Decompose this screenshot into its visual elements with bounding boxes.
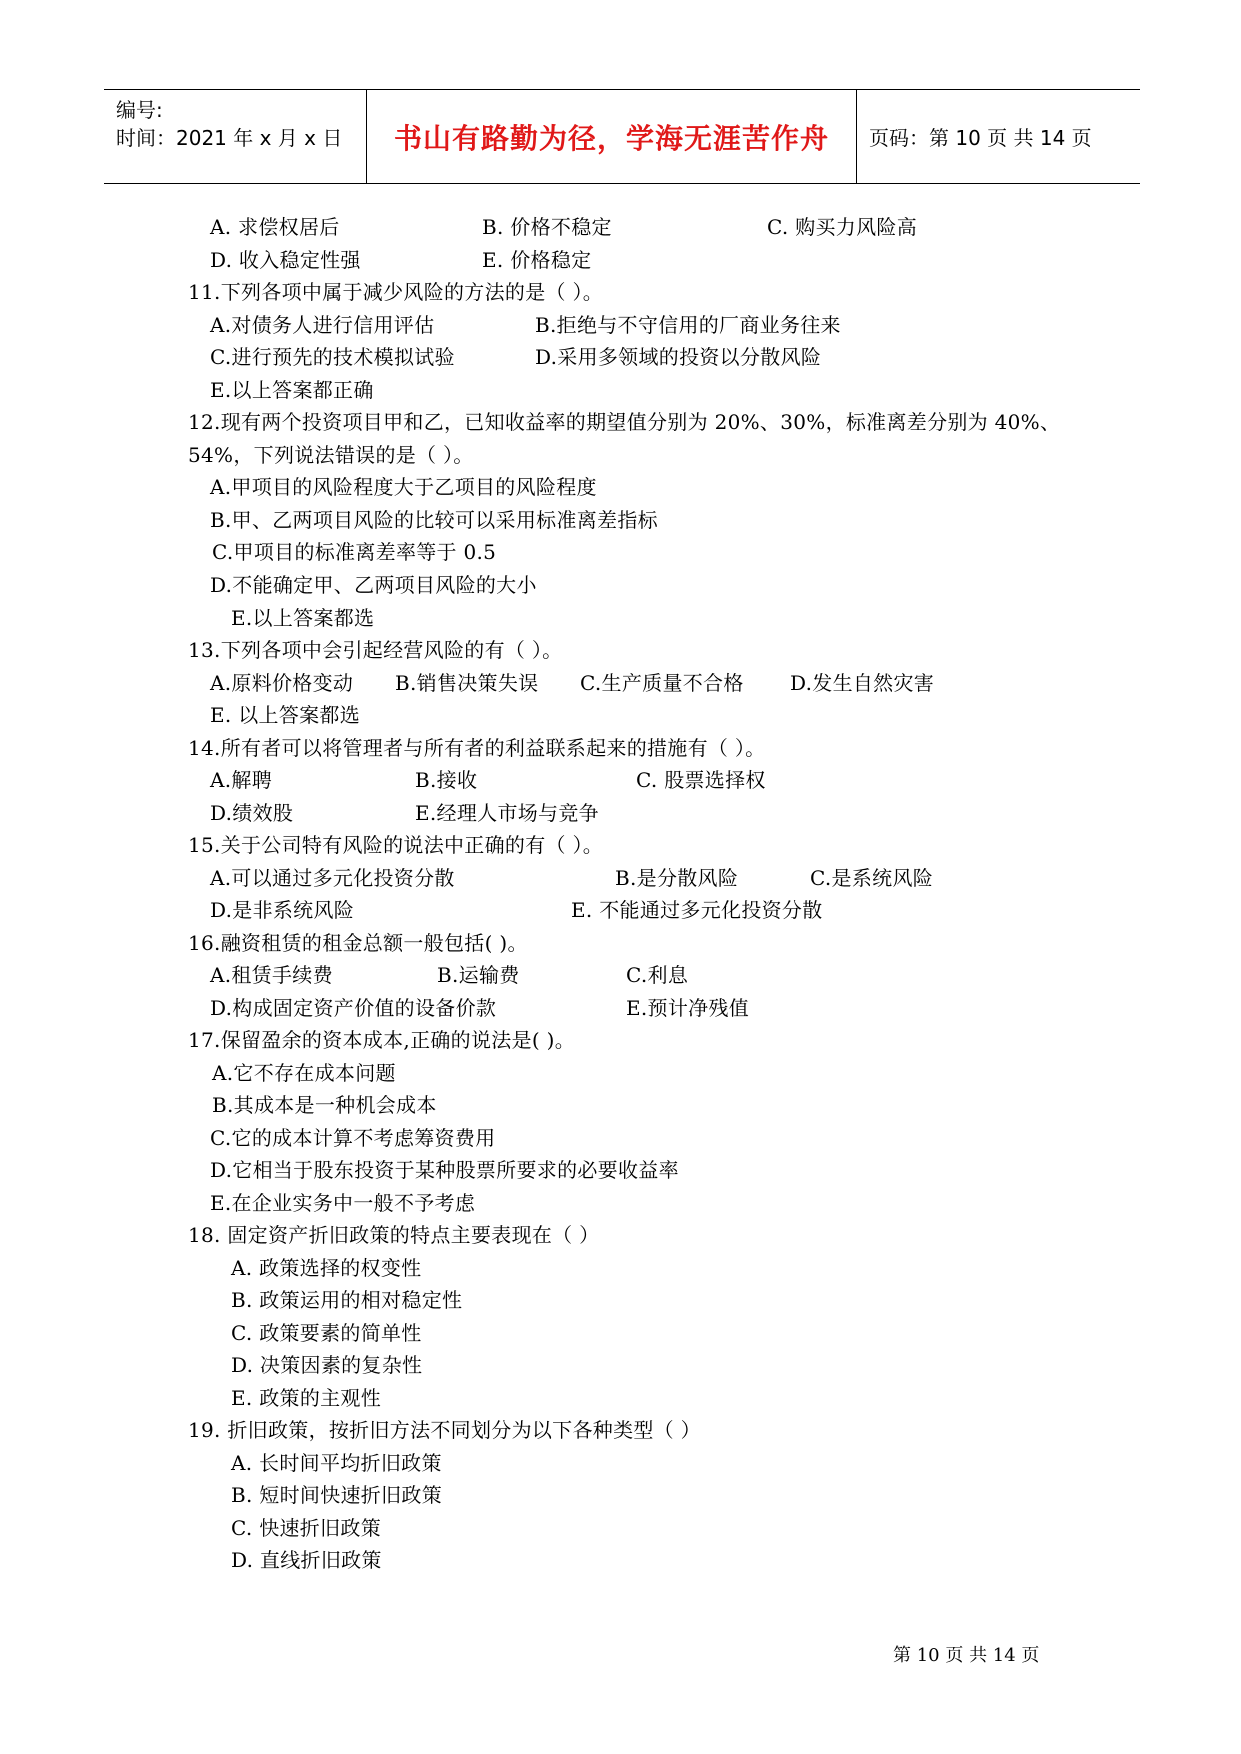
header-left-cell: [104, 90, 367, 183]
text-line: C.甲项目的标准离差率等于 0.5: [212, 540, 497, 564]
text-line: 19. 折旧政策，按折旧方法不同划分为以下各种类型（ ）: [188, 1418, 701, 1442]
option-item: D.发生自然灾害: [790, 671, 935, 695]
option-item: D. 收入稳定性强: [210, 248, 361, 272]
document-number-label: 编号:: [116, 98, 163, 122]
text-line: 16.融资租赁的租金总额一般包括( )。: [188, 931, 528, 955]
text-line: B.其成本是一种机会成本: [212, 1093, 437, 1117]
option-item: A. 求偿权居后: [210, 215, 340, 239]
option-item: B.是分散风险: [615, 866, 739, 890]
text-line: 17.保留盈余的资本成本,正确的说法是( )。: [188, 1028, 576, 1052]
option-item: C. 股票选择权: [636, 768, 766, 792]
text-line: 13.下列各项中会引起经营风险的有（ ）。: [188, 638, 563, 662]
text-line: 54%，下列说法错误的是（ ）。: [188, 443, 474, 467]
option-item: C. 购买力风险高: [767, 215, 918, 239]
option-item: D.采用多领域的投资以分散风险: [535, 345, 822, 369]
text-line: E. 以上答案都选: [210, 703, 361, 727]
option-item: C.是系统风险: [810, 866, 934, 890]
text-line: E.在企业实务中一般不予考虑: [210, 1191, 476, 1215]
text-line: D.它相当于股东投资于某种股票所要求的必要收益率: [210, 1158, 679, 1182]
option-item: D.是非系统风险: [210, 898, 355, 922]
page-header: [104, 89, 1140, 184]
header-page-number: 页码：第 10 页 共 14 页: [869, 126, 1092, 150]
text-line: A.它不存在成本问题: [212, 1061, 396, 1085]
text-line: A. 长时间平均折旧政策: [231, 1451, 442, 1475]
option-item: B.运输费: [437, 963, 520, 987]
text-line: C. 快速折旧政策: [231, 1516, 382, 1540]
text-line: E. 政策的主观性: [231, 1386, 382, 1410]
header-motto-cell: [367, 90, 857, 183]
text-line: 15.关于公司特有风险的说法中正确的有（ ）。: [188, 833, 604, 857]
text-line: 18. 固定资产折旧政策的特点主要表现在（ ）: [188, 1223, 600, 1247]
option-item: E. 不能通过多元化投资分散: [571, 898, 823, 922]
text-line: 14.所有者可以将管理者与所有者的利益联系起来的措施有（ ）。: [188, 736, 766, 760]
text-line: D.不能确定甲、乙两项目风险的大小: [210, 573, 537, 597]
text-line: D. 决策因素的复杂性: [231, 1353, 423, 1377]
text-line: B. 短时间快速折旧政策: [231, 1483, 443, 1507]
page-footer: 第 10 页 共 14 页: [893, 1645, 1040, 1666]
text-line: A.甲项目的风险程度大于乙项目的风险程度: [210, 475, 597, 499]
motto: 书山有路勤为径，学海无涯苦作舟: [393, 121, 829, 155]
option-item: C.进行预先的技术模拟试验: [210, 345, 455, 369]
option-item: B. 价格不稳定: [482, 215, 612, 239]
option-item: C.利息: [626, 963, 689, 987]
document-date: 时间：2021 年 x 月 x 日: [116, 126, 343, 150]
text-line: C. 政策要素的简单性: [231, 1321, 422, 1345]
option-item: A.对债务人进行信用评估: [210, 313, 435, 337]
option-item: C.生产质量不合格: [580, 671, 744, 695]
option-item: B.销售决策失误: [395, 671, 539, 695]
text-line: 11.下列各项中属于减少风险的方法的是（ ）。: [188, 280, 604, 304]
text-line: E.以上答案都选: [231, 606, 375, 630]
text-line: B. 政策运用的相对稳定性: [231, 1288, 463, 1312]
option-item: E.经理人市场与竞争: [415, 801, 599, 825]
text-line: E.以上答案都正确: [210, 378, 374, 402]
option-item: A.解聘: [210, 768, 273, 792]
option-item: B.拒绝与不守信用的厂商业务往来: [535, 313, 841, 337]
text-line: B.甲、乙两项目风险的比较可以采用标准离差指标: [210, 508, 658, 532]
option-item: D.构成固定资产价值的设备价款: [210, 996, 497, 1020]
option-item: A.原料价格变动: [210, 671, 354, 695]
header-page-cell: [857, 90, 1140, 183]
option-item: E. 价格稳定: [482, 248, 592, 272]
option-item: E.预计净残值: [626, 996, 750, 1020]
option-item: A.租赁手续费: [210, 963, 333, 987]
option-item: D.绩效股: [210, 801, 294, 825]
text-line: A. 政策选择的权变性: [231, 1256, 422, 1280]
text-line: D. 直线折旧政策: [231, 1548, 382, 1572]
text-line: 12.现有两个投资项目甲和乙，已知收益率的期望值分别为 20%、30%，标准离差分别为 40%、: [188, 410, 1061, 434]
text-line: C.它的成本计算不考虑筹资费用: [210, 1126, 496, 1150]
option-item: B.接收: [415, 768, 478, 792]
option-item: A.可以通过多元化投资分散: [210, 866, 455, 890]
